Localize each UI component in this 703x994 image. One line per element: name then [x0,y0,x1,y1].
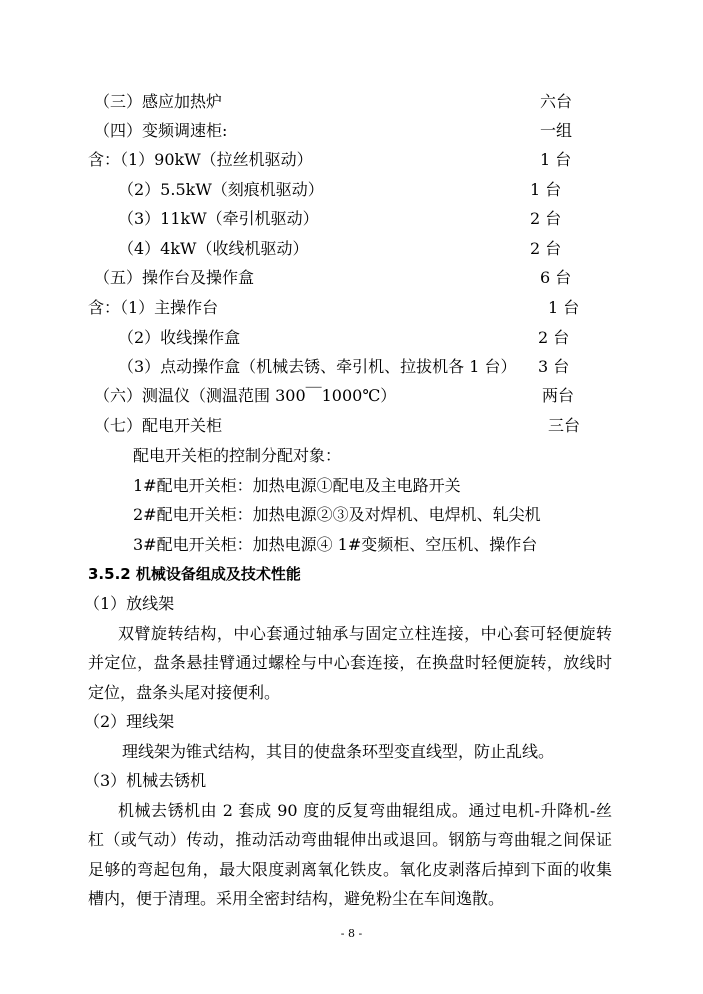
equipment-subitem-label: （2）收线操作盒 [118,328,241,347]
equipment-item-qty: 一组 [540,121,573,140]
section-heading: 3.5.2 机械设备组成及技术性能 [88,565,301,583]
equipment-item-qty: 6 台 [540,268,572,287]
distribution-cabinet-line: 1#配电开关柜：加热电源①配电及主电路开关 [133,476,461,495]
equipment-item-qty: 三台 [548,416,581,435]
paragraph-line: 槽内，便于清理。采用全密封结构，避免粉尘在车间逸散。 [88,889,505,908]
equipment-item-qty: 两台 [542,386,575,405]
paragraph-line: 杠（或气动）传动，推动活动弯曲辊伸出或退回。钢筋与弯曲辊之间保证 [88,830,612,849]
paragraph-line: 机械去锈机由 2 套成 90 度的反复弯曲辊组成。通过电机-升降机-丝 [118,801,612,820]
equipment-subitem-qty: 1 台 [530,180,562,199]
equipment-subitem-label: 含：（1）主操作台 [88,298,219,317]
distribution-cabinet-line: 3#配电开关柜：加热电源④ 1#变频柜、空压机、操作台 [133,535,538,554]
equipment-item-qty: 六台 [540,92,573,111]
paragraph-line: 定位，盘条头尾对接便利。 [88,683,281,702]
equipment-subitem-label: 含：（1）90kW（拉丝机驱动） [88,150,313,169]
equipment-subitem-qty: 1 台 [540,150,572,169]
equipment-subitem-qty: 1 台 [548,298,580,317]
equipment-subitem-qty: 2 台 [530,239,562,258]
paragraph-line: 足够的弯起包角，最大限度剥离氧化铁皮。氧化皮剥落后掉到下面的收集 [88,860,612,879]
paragraph-line: 双臂旋转结构，中心套通过轴承与固定立柱连接，中心套可轻便旋转 [118,624,612,643]
equipment-item-label: （五）操作台及操作盒 [94,268,255,287]
equipment-subitem-qty: 2 台 [530,209,562,228]
equipment-subitem-label: （4）4kW（收线机驱动） [118,239,309,258]
distribution-intro: 配电开关柜的控制分配对象： [133,446,342,465]
equipment-item-label: （七）配电开关柜 [94,416,223,435]
paragraph-line: 并定位，盘条悬挂臂通过螺栓与中心套连接，在换盘时轻便旋转，放线时 [88,653,612,672]
equipment-subitem-qty: 3 台 [538,357,570,376]
equipment-item-label: （六）测温仪（测温范围 300￣1000℃） [94,386,397,405]
subsection-title: （2）理线架 [84,712,175,731]
subsection-title: （1）放线架 [84,594,175,613]
distribution-cabinet-line: 2#配电开关柜：加热电源②③及对焊机、电焊机、轧尖机 [133,505,541,524]
equipment-item-label: （三）感应加热炉 [94,92,223,111]
paragraph-line: 理线架为锥式结构，其目的使盘条环型变直线型，防止乱线。 [122,742,555,761]
equipment-subitem-qty: 2 台 [538,328,570,347]
equipment-subitem-label: （2）5.5kW（刻痕机驱动） [118,180,324,199]
page-number: - 8 - [340,927,363,940]
equipment-item-label: （四）变频调速柜: [94,121,228,140]
subsection-title: （3）机械去锈机 [84,771,207,790]
equipment-subitem-label: （3）点动操作盒（机械去锈、牵引机、拉拔机各 1 台） [118,357,517,376]
equipment-subitem-label: （3）11kW（牵引机驱动） [118,209,319,228]
